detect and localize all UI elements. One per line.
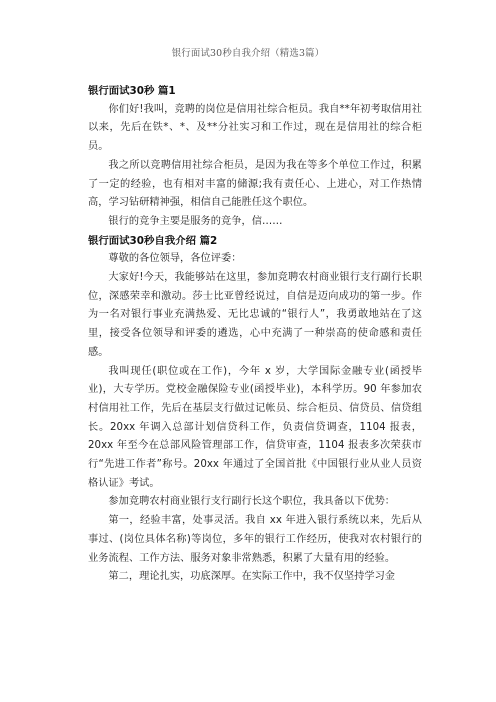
paragraph: 大家好!今天，我能够站在这里，参加竞聘农村商业银行支行副行长职位，深感荣幸和激动。莎士比亚曾经说过，自信是迈向成功的第一步。作为一名对银行事业充满热爱、无比忠诚的“银行人”，我勇敢地站在了这里，接受各位领导和评委的遴选，心中充满了一种崇高的使命感和责任感。 [88,272,422,358]
document-title: 银行面试30秒自我介绍（精选3篇） [171,48,325,59]
section-heading-1: 银行面试30秒 篇1 [88,85,176,97]
paragraph: 你们好!我叫，竞聘的岗位是信用社综合柜员。我自**年初考取信用社以来，先后在铁*、*、及**分社实习和工作过，现在是信用社的综合柜员。 [88,103,422,153]
paragraph: 参加竞聘农村商业银行支行副行长这个职位，我具备以下优势： [108,496,396,508]
paragraph: 第二，理论扎实，功底深厚。在实际工作中，我不仅坚持学习金 [108,571,396,583]
section-heading-2: 银行面试30秒自我介绍 篇2 [88,234,218,247]
paragraph: 我之所以竞聘信用社综合柜员，是因为我在等多个单位工作过，积累了一定的经验，也有相对丰富的储源;我有责任心、上进心，对工作热情高，学习钻研精神强，相信自己能胜任这个职位。 [88,159,422,209]
paragraph: 第一，经验丰富，处事灵活。我自 xx 年进入银行系统以来，先后从事过、(岗位具体名称)等岗位，多年的银行工作经历，使我对农村银行的业务流程、工作方法、服务对象非常熟悉，积累了大量有用的经验。 [88,515,422,564]
paragraph: 银行的竞争主要是服务的竞争，信…… [108,215,283,227]
document-body [88,82,422,587]
paragraph: 尊敬的各位领导，各位评委： [108,253,242,265]
paragraph: 我叫现任(职位或在工作)，今年 x 岁，大学国际金融专业(函授毕业)，大专学历。党校金融保险专业(函授毕业)，本科学历。90 年参加农村信用社工作，先后在基层支行做过记帐员、综合柜员、信贷员、信贷组长。20xx 年调入总部计划信贷科工作，负责信贷调查，1104 报表，20xx 年至今在总部风险管理部工作，信贷审查，1104 报表多次荣获市行“先进工作者”称号。20xx 年通过了全国首批《中国银行业从业人员资格认证》考试。 [88,365,422,489]
